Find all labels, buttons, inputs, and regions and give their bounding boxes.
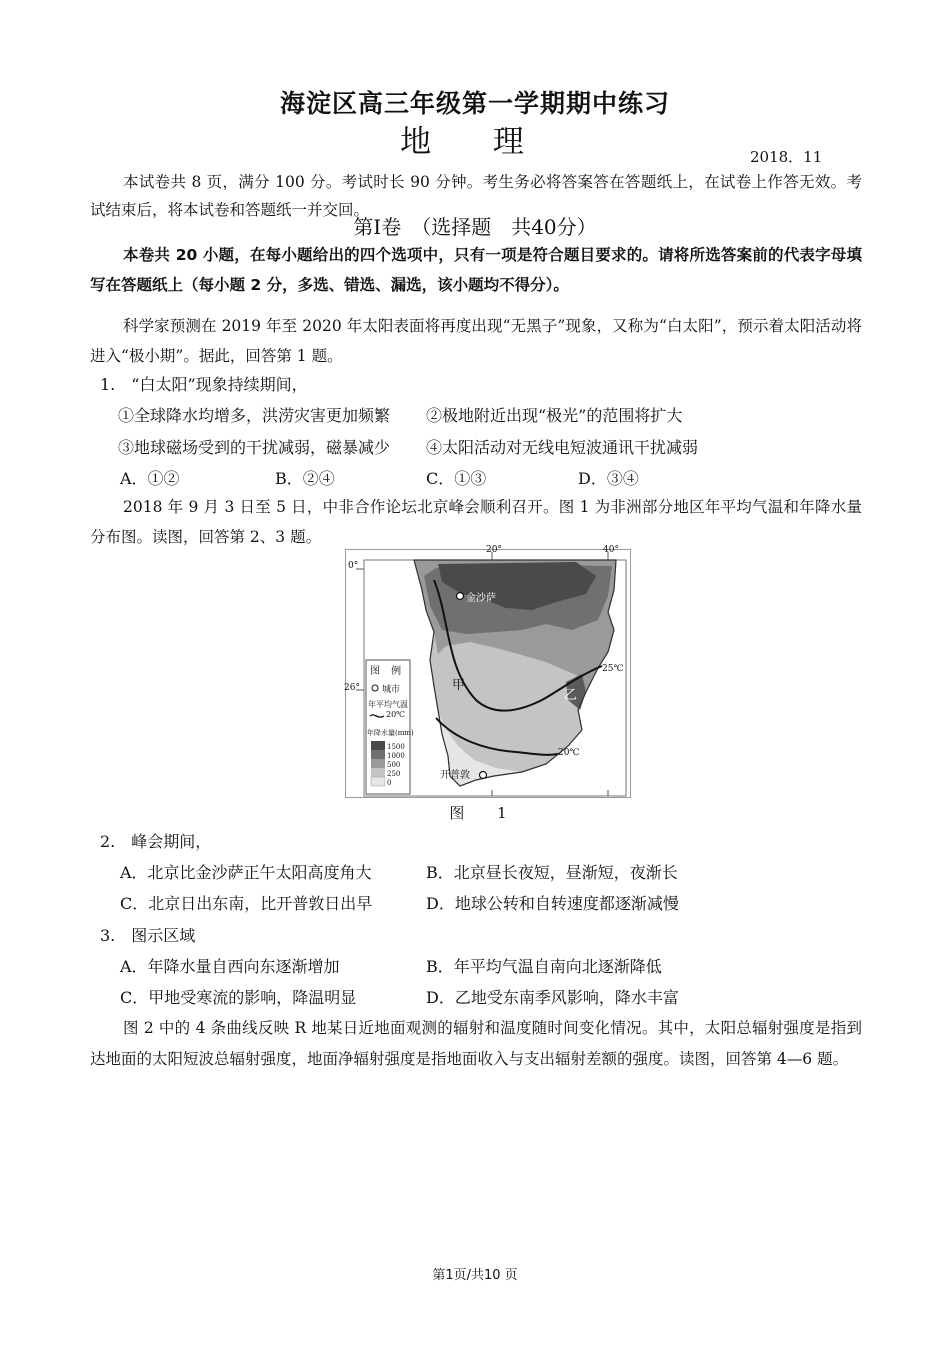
isotherm-20-label: 20℃ bbox=[558, 748, 580, 758]
q1-option-c: C．①③ bbox=[426, 469, 487, 488]
legend-swatch-0 bbox=[371, 777, 385, 786]
city-capetown-label: 开普敦 bbox=[440, 770, 470, 781]
question-1-stem: 1. “白太阳”现象持续期间， bbox=[100, 375, 308, 394]
city-kinshasa-label: 金沙萨 bbox=[466, 593, 496, 604]
section-instructions: 本卷共 20 小题，在每小题给出的四个选项中，只有一项是符合题目要求的。请将所选答案前的代表字母填写在答题纸上（每小题 2 分，多选、错选、漏选，该小题均不得分）。 bbox=[90, 246, 862, 294]
q2-option-c: C．北京日出东南，比开普敦日出早 bbox=[120, 894, 373, 913]
lon-20-label: 20° bbox=[486, 545, 502, 555]
lat-26-label: 26° bbox=[344, 683, 360, 693]
label-yi: 乙 bbox=[564, 688, 578, 703]
q1-option-d: D．③④ bbox=[578, 469, 639, 488]
isotherm-25-label: 25℃ bbox=[602, 664, 624, 674]
exam-title: 海淀区高三年级第一学期期中练习 bbox=[279, 89, 670, 118]
q1-statement-3: ③地球磁场受到的干扰减弱，磁暴减少 bbox=[118, 438, 391, 457]
question-3-stem: 3. 图示区域 bbox=[100, 926, 196, 945]
q1-statement-4: ④太阳活动对无线电短波通讯干扰减弱 bbox=[426, 438, 699, 457]
exam-date: 2018．11 bbox=[750, 148, 823, 166]
label-jia: 甲 bbox=[452, 678, 466, 693]
q2-option-d: D．地球公转和自转速度都逐渐减慢 bbox=[426, 894, 679, 913]
city-kinshasa-marker bbox=[457, 593, 464, 600]
legend-swatch-1000 bbox=[371, 750, 385, 759]
q1-statement-1: ①全球降水均增多，洪涝灾害更加频繁 bbox=[118, 406, 391, 425]
legend-isotherm-value: 20℃ bbox=[386, 710, 406, 719]
legend-isotherm-label: 年平均气温 bbox=[368, 700, 408, 709]
q1-option-b: B．②④ bbox=[275, 469, 335, 488]
lat-0-label: 0° bbox=[348, 561, 359, 571]
legend-class-500: 500 bbox=[387, 761, 401, 769]
lon-40-label: 40° bbox=[603, 545, 619, 555]
q3-option-c: C．甲地受寒流的影响，降温明显 bbox=[120, 988, 357, 1007]
legend-swatch-1500 bbox=[371, 741, 385, 750]
legend-title: 图 例 bbox=[370, 666, 406, 677]
exam-intro: 本试卷共 8 页，满分 100 分。考试时长 90 分钟。考生务必将答案答在答题纸上，在试卷上作答无效。考试结束后，将本试卷和答题纸一并交回。 bbox=[90, 173, 862, 219]
q3-option-d: D．乙地受东南季风影响，降水丰富 bbox=[426, 988, 679, 1007]
page-footer: 第1页/共10 页 bbox=[432, 1268, 518, 1283]
section-title: 第Ⅰ卷 （选择题 共40分） bbox=[353, 215, 597, 239]
question-2-stem: 2. 峰会期间， bbox=[100, 832, 212, 851]
legend-class-0: 0 bbox=[387, 779, 392, 787]
legend-swatch-250 bbox=[371, 768, 385, 777]
legend-city: 城市 bbox=[382, 685, 401, 695]
passage-3: 图 2 中的 4 条曲线反映 R 地某日近地面观测的辐射和温度随时间变化情况。其中，太阳总辐射强度是指到达地面的太阳短波总辐射强度，地面净辐射强度是指地面收入与支出辐射差额的强度。读图，回答第 4—6 题。 bbox=[90, 1019, 862, 1068]
q1-option-a: A．①② bbox=[120, 469, 180, 488]
legend-class-1500: 1500 bbox=[387, 743, 405, 751]
legend-swatch-500 bbox=[371, 759, 385, 768]
passage-2: 2018 年 9 月 3 日至 5 日，中非合作论坛北京峰会顺利召开。图 1 为非洲部分地区年平均气温和年降水量分布图。读图，回答第 2、3 题。 bbox=[90, 498, 862, 546]
q3-option-b: B．年平均气温自南向北逐渐降低 bbox=[426, 957, 662, 976]
passage-1: 科学家预测在 2019 年至 2020 年太阳表面将再度出现“无黑子”现象，又称为“白太阳”，预示着太阳活动将进入“极小期”。据此，回答第 1 题。 bbox=[90, 317, 862, 365]
figure-1-map bbox=[344, 545, 631, 798]
q3-option-a: A．年降水量自西向东逐渐增加 bbox=[120, 957, 340, 976]
city-capetown-marker bbox=[480, 772, 487, 779]
figure-1-caption: 图 1 bbox=[449, 804, 521, 822]
legend-precip-label: 年降水量(mm) bbox=[367, 729, 414, 737]
q2-option-a: A．北京比金沙萨正午太阳高度角大 bbox=[120, 863, 372, 882]
q2-option-b: B．北京昼长夜短，昼渐短，夜渐长 bbox=[426, 863, 678, 882]
legend-class-1000: 1000 bbox=[387, 752, 405, 760]
q1-statement-2: ②极地附近出现“极光”的范围将扩大 bbox=[426, 406, 683, 425]
subject-title: 地 理 bbox=[400, 124, 550, 160]
legend-class-250: 250 bbox=[387, 770, 401, 778]
